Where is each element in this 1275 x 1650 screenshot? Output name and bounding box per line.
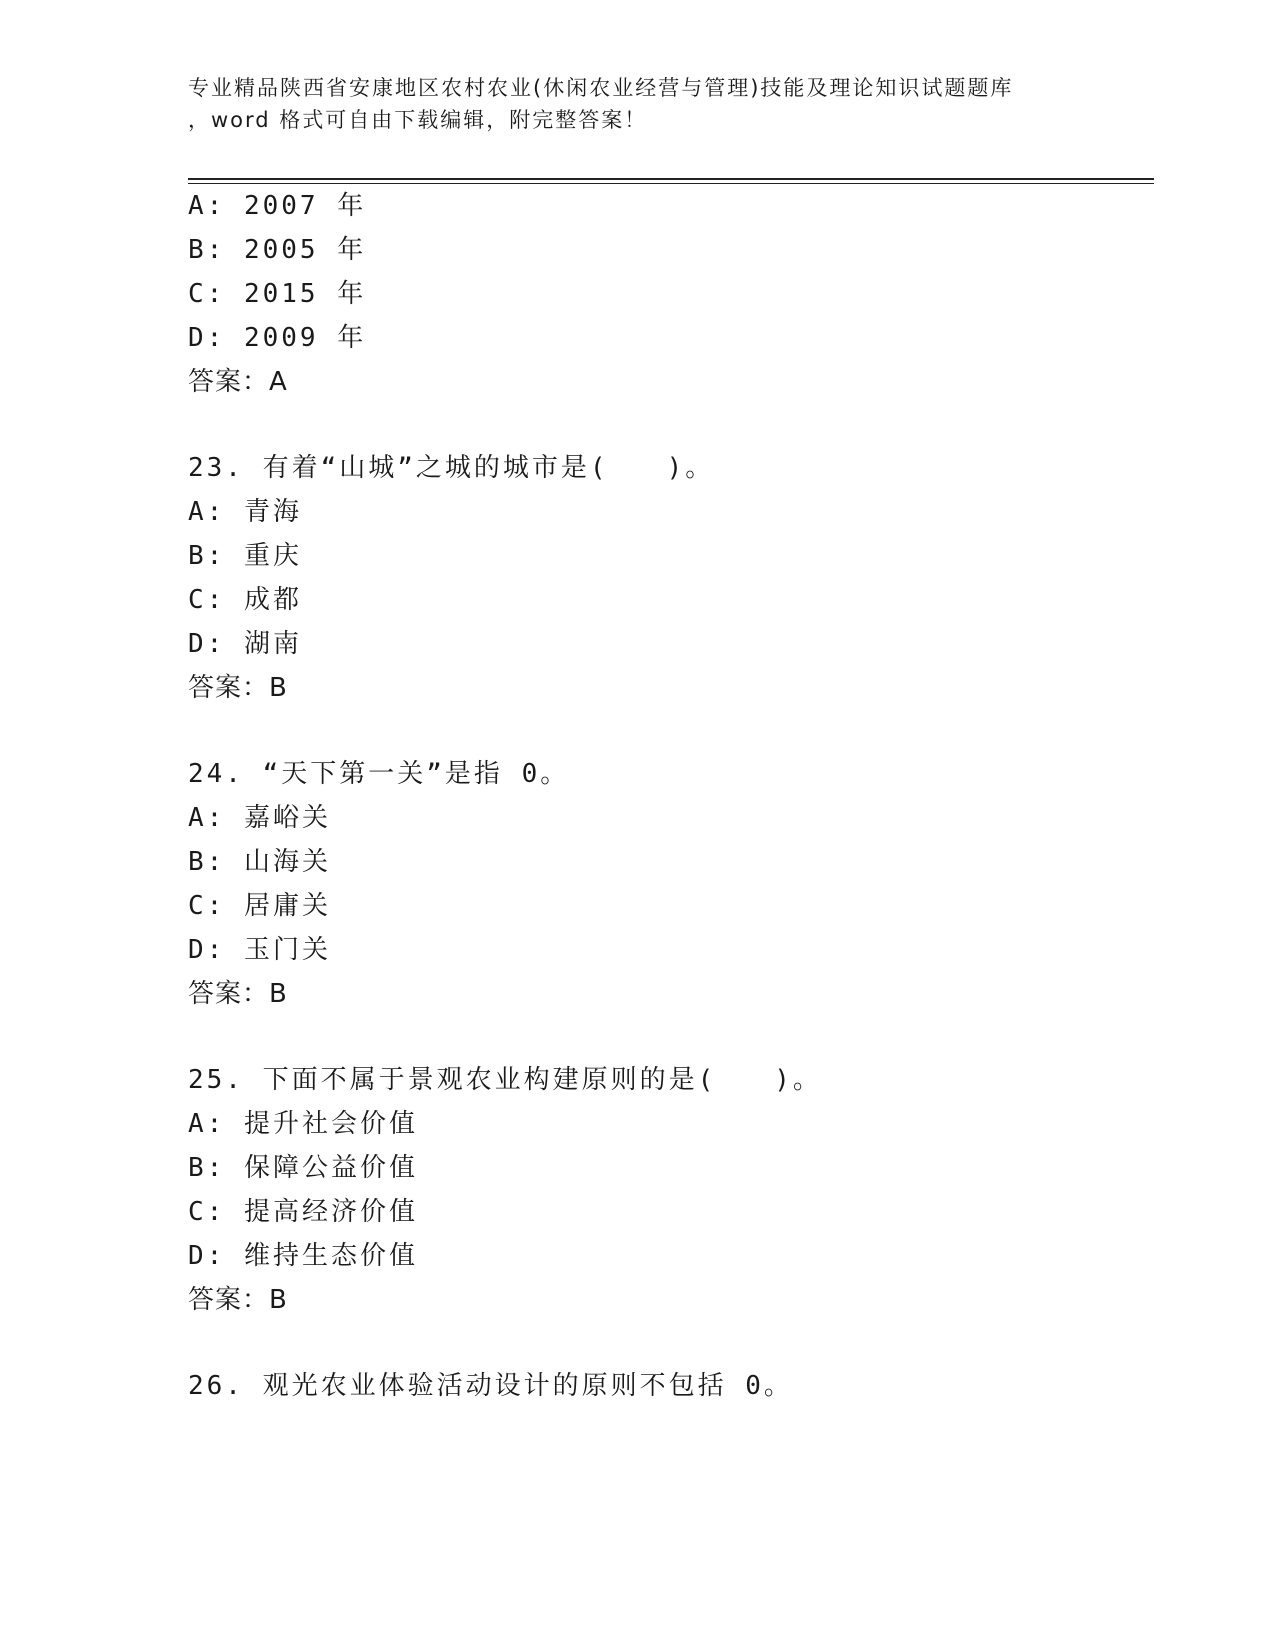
q22-option-a: A: 2007 年 — [188, 191, 367, 221]
q22-answer: 答案：A — [188, 367, 288, 397]
q26-question: 26. 观光农业体验活动设计的原则不包括 0。 — [188, 1371, 793, 1401]
q22-option-d: D: 2009 年 — [188, 323, 367, 353]
q25-option-a: A: 提升社会价值 — [188, 1109, 418, 1139]
q24-option-b: B: 山海关 — [188, 847, 331, 877]
header-rule-thin — [188, 183, 1154, 184]
q22-option-b: B: 2005 年 — [188, 235, 367, 265]
document-header — [188, 72, 1088, 136]
q24-answer: 答案：B — [188, 979, 288, 1009]
q25-question: 25. 下面不属于景观农业构建原则的是( )。 — [188, 1065, 822, 1095]
q25-option-c: C: 提高经济价值 — [188, 1197, 418, 1227]
header-title: 专业精品陕西省安康地区农村农业(休闲农业经营与管理)技能及理论知识试题题库 — [188, 76, 1014, 100]
header-rule-thick — [188, 178, 1154, 180]
q23-question: 23. 有着“山城”之城的城市是( )。 — [188, 453, 715, 483]
header-subtitle: ，word 格式可自由下载编辑，附完整答案！ — [188, 108, 648, 132]
q23-option-c: C: 成都 — [188, 585, 302, 615]
q25-option-b: B: 保障公益价值 — [188, 1153, 418, 1183]
q24-question: 24. “天下第一关”是指 0。 — [188, 759, 570, 789]
q23-option-a: A: 青海 — [188, 497, 302, 527]
q24-option-d: D: 玉门关 — [188, 935, 331, 965]
q23-answer: 答案：B — [188, 673, 288, 703]
q24-option-a: A: 嘉峪关 — [188, 803, 331, 833]
q22-option-c: C: 2015 年 — [188, 279, 367, 309]
q25-option-d: D: 维持生态价值 — [188, 1241, 418, 1271]
q25-answer: 答案：B — [188, 1285, 288, 1315]
q23-option-d: D: 湖南 — [188, 629, 302, 659]
q23-option-b: B: 重庆 — [188, 541, 302, 571]
q24-option-c: C: 居庸关 — [188, 891, 331, 921]
